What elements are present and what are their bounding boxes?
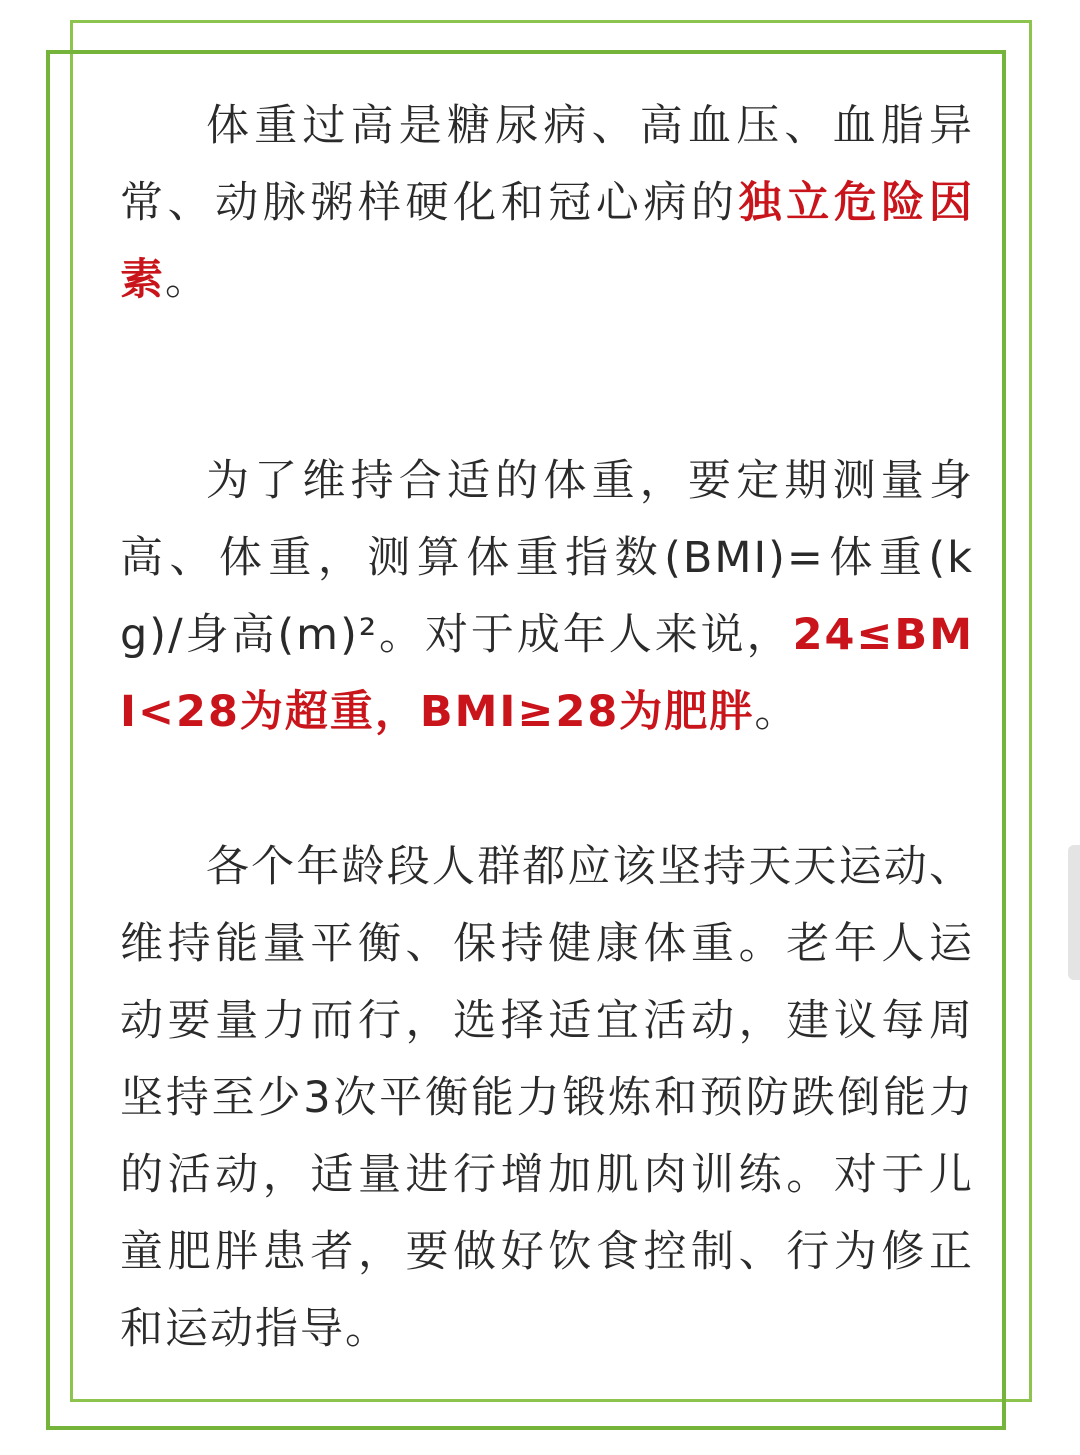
article-content [120, 88, 974, 1368]
scroll-handle[interactable] [1068, 845, 1080, 980]
paragraph-end: 。 [754, 687, 800, 737]
paragraph-exercise [120, 829, 974, 1368]
paragraph-text: 各个年龄段人群都应该坚持天天运动、维持能量平衡、保持健康体重。老年人运动要量力而行，选择适宜活动，建议每周坚持至少3次平衡能力锻炼和预防跌倒能力的活动，适量进行增加肌肉训练。对于儿童肥胖患者，要做好饮食控制、行为修正和运动指导。 [120, 842, 974, 1354]
highlight-bmi-thresholds: 24≤BMI<28为超重，BMI≥28为肥胖 [120, 610, 974, 737]
highlight-risk-factor: 独立危险因素 [120, 178, 975, 305]
paragraph-bmi [120, 443, 974, 751]
paragraph-text: 为了维持合适的体重，要定期测量身高、体重，测算体重指数(BMI)=体重(kg)/身高(m)²。对于成年人来说， [120, 456, 974, 660]
paragraph-text: 体重过高是糖尿病、高血压、血脂异常、动脉粥样硬化和冠心病的 [120, 101, 974, 228]
paragraph-weight-risk [120, 88, 974, 319]
paragraph-end: 。 [165, 255, 210, 305]
